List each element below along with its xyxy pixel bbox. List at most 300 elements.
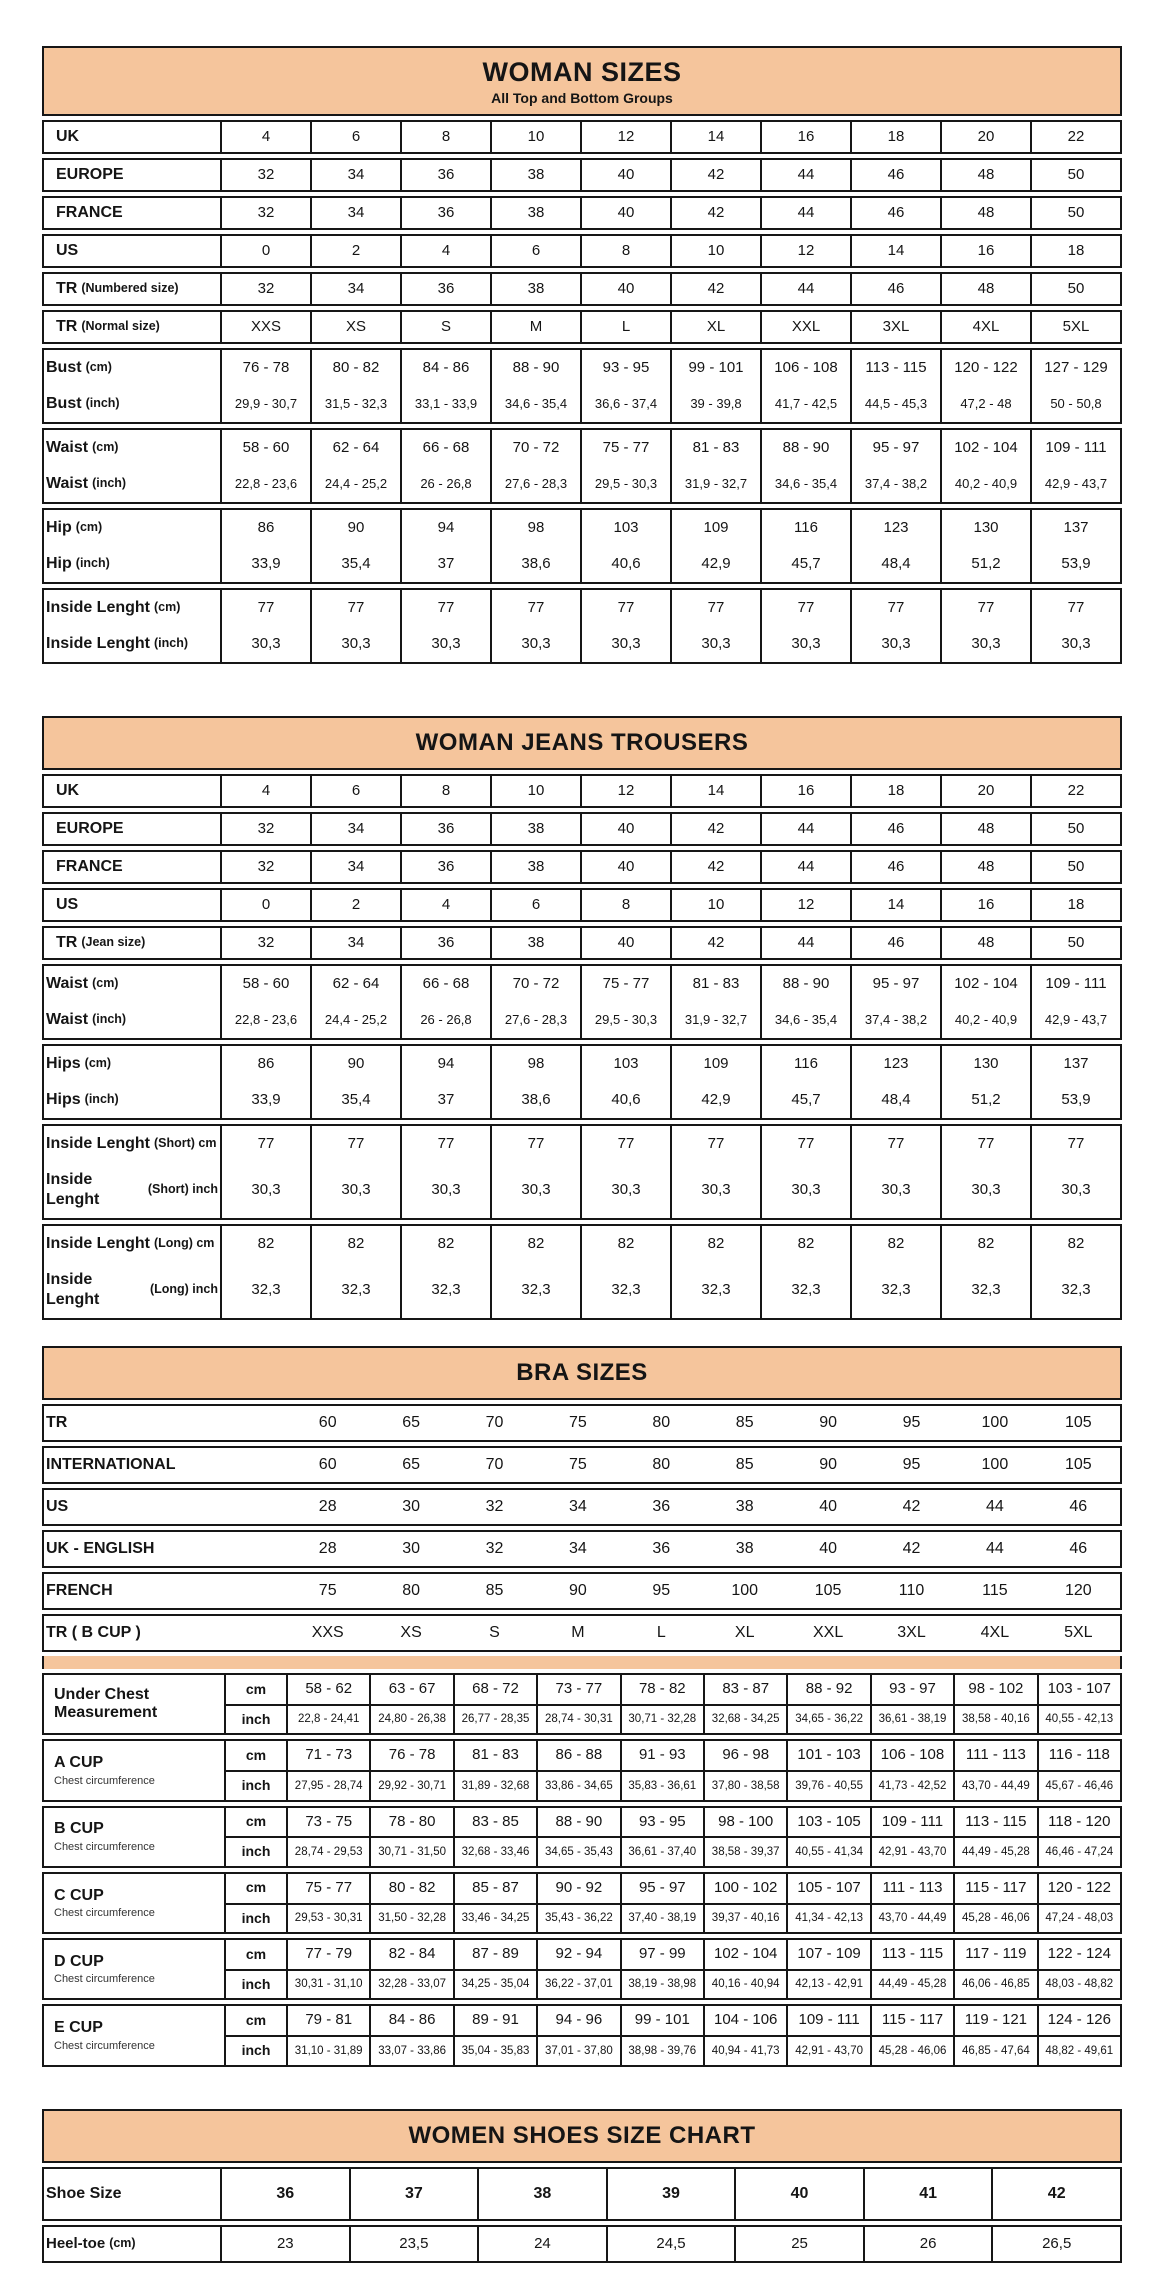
row-group <box>42 348 1122 424</box>
value-cell: 65 <box>402 1456 420 1473</box>
value-cell: 37,80 - 38,58 <box>703 1770 786 1800</box>
value-cell: 100 - 102 <box>703 1874 786 1903</box>
value-cell: 45,28 - 46,06 <box>870 2035 953 2065</box>
cup-label <box>44 1741 224 1799</box>
value-cell: 42 <box>991 2169 1120 2219</box>
value-cell: 76 - 78 <box>369 1741 452 1770</box>
value-cell: 113 - 115 <box>953 1808 1036 1837</box>
value-cell: 77 <box>490 590 580 626</box>
value-cell: 95 <box>902 1414 921 1431</box>
value-cell: 22 <box>1030 776 1120 806</box>
value-cell: 8 <box>580 890 670 920</box>
value-cell: 77 <box>400 590 490 626</box>
value-cell: 77 <box>850 1126 940 1162</box>
row-label <box>44 1574 286 1608</box>
value-cell: 34,6 - 35,4 <box>490 386 580 422</box>
value-cell: 14 <box>850 890 940 920</box>
value-cell: 18 <box>1030 890 1120 920</box>
value-cell: 35,43 - 36,22 <box>536 1903 619 1933</box>
value-cell: 46,06 - 46,85 <box>953 1969 1036 1999</box>
value-cell: 31,9 - 32,7 <box>670 466 760 502</box>
row-group <box>42 1614 1122 1652</box>
row-label <box>44 1532 286 1566</box>
value-cell: 130 <box>940 510 1030 546</box>
table-title: WOMAN SIZES <box>482 57 682 87</box>
value-cell: 6 <box>490 236 580 266</box>
value-cell: 35,04 - 35,83 <box>453 2035 536 2065</box>
value-cell: 73 - 75 <box>286 1808 369 1837</box>
value-cell: 2 <box>310 236 400 266</box>
row-label <box>44 430 220 466</box>
value-cell: 44 <box>760 160 850 190</box>
value-cell: 27,6 - 28,3 <box>490 1002 580 1038</box>
value-cell: 30,3 <box>940 626 1030 662</box>
value-cell: 82 <box>490 1226 580 1262</box>
value-cell: 60 <box>318 1414 337 1431</box>
value-cell: 34 <box>310 274 400 304</box>
row-label-text: TR <box>56 280 78 297</box>
value-cell: 46 <box>850 928 940 958</box>
row-label-note: (Normal size) <box>81 319 160 334</box>
value-cell: 40,16 - 40,94 <box>703 1969 786 1999</box>
value-cell: 122 - 124 <box>1037 1940 1120 1969</box>
value-cell: 60 <box>318 1456 337 1473</box>
value-cell: 33,46 - 34,25 <box>453 1903 536 1933</box>
value-cell: 58 - 60 <box>220 430 310 466</box>
row-label <box>44 966 220 1002</box>
row-label <box>44 466 220 502</box>
row-label-note: (inch) <box>75 556 110 571</box>
value-cell: 40 <box>580 274 670 304</box>
value-cell: 30,71 - 31,50 <box>369 1836 452 1866</box>
table-row <box>44 776 1120 806</box>
value-cell: 44 <box>985 1540 1004 1557</box>
row-group <box>42 2225 1122 2264</box>
value-cell: 42 <box>902 1498 921 1515</box>
value-cell: 78 - 80 <box>369 1808 452 1837</box>
unit-cell: inch <box>224 1836 286 1866</box>
value-cell: 41 <box>863 2169 992 2219</box>
row-label-note: (inch) <box>92 476 127 491</box>
row-label-note: (cm) <box>75 520 103 535</box>
value-cell: 110 <box>898 1582 925 1599</box>
table-row <box>44 386 1120 422</box>
table-row <box>44 2227 1120 2262</box>
bra-table <box>42 1346 1122 2067</box>
value-cell: 120 - 122 <box>1037 1874 1120 1903</box>
row-group <box>42 1572 1122 1610</box>
value-cell: 40 <box>580 198 670 228</box>
value-cell: 31,10 - 31,89 <box>286 2035 369 2065</box>
table-row <box>44 966 1120 1002</box>
value-cell: 50 <box>1030 198 1120 228</box>
row-label <box>44 1162 220 1218</box>
value-cell: 94 <box>400 510 490 546</box>
value-cell: 90 <box>819 1414 837 1431</box>
value-cell: 4 <box>220 122 310 152</box>
value-cell: 48 <box>940 198 1030 228</box>
value-cell: 42,91 - 43,70 <box>786 2035 869 2065</box>
value-cell: 28,74 - 29,53 <box>286 1836 369 1866</box>
value-cell: 6 <box>490 890 580 920</box>
value-cell: 103 - 107 <box>1037 1675 1120 1704</box>
value-cell: 77 <box>850 590 940 626</box>
value-cell: 77 <box>1030 1126 1120 1162</box>
unit-cell: inch <box>224 1903 286 1933</box>
value-cell: 62 - 64 <box>310 430 400 466</box>
value-cell: 77 <box>940 1126 1030 1162</box>
value-cell: 30,3 <box>310 626 400 662</box>
value-cell: 120 - 122 <box>940 350 1030 386</box>
jeans-body <box>42 774 1122 1320</box>
value-cell: 32 <box>220 928 310 958</box>
value-cell: 22,8 - 24,41 <box>286 1704 369 1734</box>
row-group <box>42 1224 1122 1320</box>
row-label-text: Shoe Size <box>46 2184 122 2202</box>
value-cell: 77 <box>760 1126 850 1162</box>
value-cell: 100 <box>981 1414 1009 1431</box>
value-cell: 26,5 <box>991 2227 1120 2262</box>
value-cell: 75 <box>568 1414 587 1431</box>
value-cell: 44 <box>760 814 850 844</box>
value-cell: 46 <box>1069 1540 1088 1557</box>
value-cell: S <box>400 312 490 342</box>
value-cell: 58 - 60 <box>220 966 310 1002</box>
section-spacer <box>42 664 1122 716</box>
value-cell: 46,46 - 47,24 <box>1037 1836 1120 1866</box>
cup-label <box>44 1808 224 1866</box>
unit-cell: cm <box>224 1808 286 1837</box>
value-cell: 30,3 <box>490 1162 580 1218</box>
value-cell: 0 <box>220 236 310 266</box>
value-cell: 24 <box>477 2227 606 2262</box>
value-cell: 29,9 - 30,7 <box>220 386 310 422</box>
value-cell: 93 - 95 <box>620 1808 703 1837</box>
value-cell: 80 <box>652 1414 671 1431</box>
value-cell: 30,3 <box>580 626 670 662</box>
value-cell: 94 <box>400 1046 490 1082</box>
value-cell: 37,40 - 38,19 <box>620 1903 703 1933</box>
unit-cell: cm <box>224 1675 286 1704</box>
value-cell: 38 <box>490 274 580 304</box>
value-cell: 70 - 72 <box>490 966 580 1002</box>
value-cell: 97 - 99 <box>620 1940 703 1969</box>
value-cell: XXL <box>812 1624 844 1641</box>
value-cell: 88 - 90 <box>760 430 850 466</box>
row-label-text: US <box>56 242 79 259</box>
row-group <box>42 428 1122 504</box>
value-cell: 40,94 - 41,73 <box>703 2035 786 2065</box>
value-cell: 40 <box>580 928 670 958</box>
value-cell: 29,53 - 30,31 <box>286 1903 369 1933</box>
table-row <box>44 1532 1120 1566</box>
value-cell: 40 <box>580 160 670 190</box>
value-cell: 42 <box>670 852 760 882</box>
value-cell: 16 <box>760 776 850 806</box>
cup-label-text: D CUP <box>54 1952 104 1970</box>
cup-group <box>42 1872 1122 1934</box>
value-cell: 38 <box>477 2169 606 2219</box>
value-cell: 22,8 - 23,6 <box>220 466 310 502</box>
value-cell: 76 - 78 <box>220 350 310 386</box>
table-row <box>44 1574 1120 1608</box>
value-cell: 30,3 <box>220 626 310 662</box>
row-group <box>42 850 1122 884</box>
value-cell: 40,6 <box>580 546 670 582</box>
value-cell: 26 <box>863 2227 992 2262</box>
value-cell: 113 - 115 <box>870 1940 953 1969</box>
unit-cell: cm <box>224 2006 286 2035</box>
row-group <box>42 310 1122 344</box>
value-cell: 35,4 <box>310 1082 400 1118</box>
value-cell: 8 <box>400 122 490 152</box>
row-group <box>42 1446 1122 1484</box>
value-cell: 41,73 - 42,52 <box>870 1770 953 1800</box>
value-cell: 63 - 67 <box>369 1675 452 1704</box>
value-cell: 36,22 - 37,01 <box>536 1969 619 1999</box>
value-cell: 40 <box>819 1498 837 1515</box>
row-label-text: US <box>46 1498 69 1515</box>
value-cell: 105 <box>814 1582 842 1599</box>
row-group <box>42 926 1122 960</box>
value-cell: 45,28 - 46,06 <box>953 1903 1036 1933</box>
value-cell: 90 - 92 <box>536 1874 619 1903</box>
row-label-text: TR ( B CUP ) <box>46 1624 141 1641</box>
value-cell: 90 <box>568 1582 587 1599</box>
value-cell: 36 <box>400 274 490 304</box>
value-cell: 48 <box>940 274 1030 304</box>
row-group <box>42 158 1122 192</box>
table-title: WOMEN SHOES SIZE CHART <box>408 2121 756 2149</box>
value-cell: 31,89 - 32,68 <box>453 1770 536 1800</box>
row-label-note: (cm) <box>85 360 112 375</box>
row-label-text: Hip <box>46 519 72 536</box>
value-cell: 48 <box>940 814 1030 844</box>
value-cell: 88 - 90 <box>536 1808 619 1837</box>
row-label-note: (inch) <box>84 1092 119 1107</box>
value-cell: 38,6 <box>490 546 580 582</box>
value-cell: 38 <box>490 160 580 190</box>
value-cell: 5XL <box>1064 1624 1093 1641</box>
value-cell: 77 <box>580 590 670 626</box>
value-cell: 50 <box>1030 160 1120 190</box>
value-cell: 38 <box>490 928 580 958</box>
value-cell: 30,3 <box>760 626 850 662</box>
woman-sizes-table <box>42 46 1122 664</box>
value-cell: 80 <box>402 1582 420 1599</box>
value-cell: 26,77 - 28,35 <box>453 1704 536 1734</box>
value-cell: 36 <box>400 928 490 958</box>
value-cell: 3XL <box>897 1624 926 1641</box>
value-cell: 44 <box>760 274 850 304</box>
value-cell: 39 - 39,8 <box>670 386 760 422</box>
value-cell: 51,2 <box>940 546 1030 582</box>
table-row <box>44 2169 1120 2219</box>
value-cell: 86 - 88 <box>536 1741 619 1770</box>
value-cell: 34,6 - 35,4 <box>760 466 850 502</box>
value-cell: 42,9 <box>670 1082 760 1118</box>
row-group <box>42 1044 1122 1120</box>
value-cell: 30 <box>402 1498 420 1515</box>
row-label-text: FRANCE <box>56 204 123 221</box>
value-cell: 33,9 <box>220 1082 310 1118</box>
value-cell: 38 <box>490 814 580 844</box>
value-cell: 8 <box>400 776 490 806</box>
value-cell: 30,3 <box>580 1162 670 1218</box>
value-cell: 70 - 72 <box>490 430 580 466</box>
value-cell: 102 - 104 <box>940 430 1030 466</box>
value-cell: L <box>656 1624 666 1641</box>
value-cell: 115 - 117 <box>870 2006 953 2035</box>
row-label <box>44 1406 286 1440</box>
value-cell: 38,6 <box>490 1082 580 1118</box>
value-cell: 42,13 - 42,91 <box>786 1969 869 1999</box>
value-cell: 14 <box>850 236 940 266</box>
table-row <box>44 1226 1120 1262</box>
cup-label <box>44 2006 224 2064</box>
table-row <box>44 466 1120 502</box>
unit-cell: inch <box>224 1969 286 1999</box>
value-cell: 111 - 113 <box>953 1741 1036 1770</box>
value-cell: 53,9 <box>1030 546 1120 582</box>
row-label-text: Heel-toe <box>46 2234 106 2252</box>
row-label <box>44 1226 220 1262</box>
value-cell: 32,3 <box>670 1262 760 1318</box>
row-label-note: (Short) inch <box>147 1182 218 1197</box>
value-cell: 90 <box>310 1046 400 1082</box>
row-label-text: Inside Lenght <box>46 1271 100 1308</box>
value-cell: 116 <box>760 510 850 546</box>
value-cell: 32,28 - 33,07 <box>369 1969 452 1999</box>
value-cell: 44,49 - 45,28 <box>870 1969 953 1999</box>
row-group <box>42 964 1122 1040</box>
value-cell: 30,3 <box>850 626 940 662</box>
row-label-text: Inside Lenght <box>46 1235 150 1252</box>
row-group <box>42 2167 1122 2221</box>
unit-cell: inch <box>224 1770 286 1800</box>
value-cell: 77 <box>400 1126 490 1162</box>
row-label-note: (cm) <box>154 600 181 615</box>
value-cell: 98 <box>490 1046 580 1082</box>
row-label-text: Inside Lenght <box>46 1171 100 1208</box>
row-group <box>42 234 1122 268</box>
value-cell: 48,4 <box>850 1082 940 1118</box>
value-cell: 113 - 115 <box>850 350 940 386</box>
row-label-text: UK - ENGLISH <box>46 1540 155 1557</box>
value-cell: 34 <box>310 928 400 958</box>
value-cell: 30,3 <box>310 1162 400 1218</box>
cup-label <box>44 1675 224 1733</box>
table-row <box>44 312 1120 342</box>
value-cell: 50 <box>1030 928 1120 958</box>
row-label <box>44 1490 286 1524</box>
value-cell: 105 - 107 <box>786 1874 869 1903</box>
cup-sublabel-text: Chest circumference <box>54 1907 155 1920</box>
row-label <box>44 350 220 386</box>
row-label <box>44 1262 220 1318</box>
row-label <box>44 852 220 882</box>
row-label-text: UK <box>56 128 80 145</box>
value-cell: 30,3 <box>670 1162 760 1218</box>
value-cell: 40,6 <box>580 1082 670 1118</box>
value-cell: 95 <box>902 1456 921 1473</box>
table-row <box>44 814 1120 844</box>
row-label-text: TR <box>46 1414 68 1431</box>
value-cell: 98 - 100 <box>703 1808 786 1837</box>
value-cell: 33,9 <box>220 546 310 582</box>
row-label <box>44 510 220 546</box>
table-row <box>44 890 1120 920</box>
cup-sublabel-text: Chest circumference <box>54 1840 155 1853</box>
value-cell: 38 <box>735 1540 754 1557</box>
value-cell: 91 - 93 <box>620 1741 703 1770</box>
row-label-note: (inch) <box>92 1012 127 1027</box>
value-cell: 27,95 - 28,74 <box>286 1770 369 1800</box>
value-cell: 58 - 62 <box>286 1675 369 1704</box>
cup-label-text: A CUP <box>54 1754 104 1772</box>
row-label <box>44 1082 220 1118</box>
row-label-text: Hip <box>46 555 72 572</box>
value-cell: 18 <box>850 122 940 152</box>
value-cell: 32 <box>485 1540 504 1557</box>
row-label <box>44 1126 220 1162</box>
value-cell: 30,3 <box>1030 626 1120 662</box>
value-cell: 109 - 111 <box>1030 966 1120 1002</box>
value-cell: 30 <box>402 1540 420 1557</box>
value-cell: 95 - 97 <box>850 966 940 1002</box>
value-cell: 40 <box>580 814 670 844</box>
value-cell: 80 - 82 <box>369 1874 452 1903</box>
value-cell: 42,9 <box>670 546 760 582</box>
value-cell: 32,68 - 33,46 <box>453 1836 536 1866</box>
row-label <box>44 1448 286 1482</box>
value-cell: 34 <box>310 814 400 844</box>
value-cell: 12 <box>760 890 850 920</box>
value-cell: 75 - 77 <box>580 966 670 1002</box>
row-label-note: (cm) <box>92 976 119 991</box>
value-cell: 37 <box>400 1082 490 1118</box>
row-label <box>44 890 220 920</box>
value-cell: 12 <box>580 776 670 806</box>
value-cell: 75 - 77 <box>286 1874 369 1903</box>
value-cell: 18 <box>850 776 940 806</box>
row-label <box>44 590 220 626</box>
row-label-text: TR <box>56 318 78 335</box>
value-cell: 51,2 <box>940 1082 1030 1118</box>
row-label <box>44 274 220 304</box>
value-cell: 70 <box>485 1456 504 1473</box>
value-cell: 36 <box>400 160 490 190</box>
value-cell: 32,68 - 34,25 <box>703 1704 786 1734</box>
value-cell: 41,7 - 42,5 <box>760 386 850 422</box>
value-cell: 30,71 - 32,28 <box>620 1704 703 1734</box>
value-cell: 90 <box>819 1456 837 1473</box>
value-cell: 32,3 <box>220 1262 310 1318</box>
value-cell: 42 <box>670 160 760 190</box>
value-cell: 36 <box>652 1540 671 1557</box>
value-cell: 32,3 <box>850 1262 940 1318</box>
value-cell: 12 <box>580 122 670 152</box>
value-cell: 35,4 <box>310 546 400 582</box>
value-cell: 26 - 26,8 <box>400 466 490 502</box>
row-label <box>44 198 220 228</box>
row-group <box>42 588 1122 664</box>
row-label-text: Inside Lenght <box>46 1135 150 1152</box>
value-cell: 30,3 <box>400 626 490 662</box>
jeans-header <box>42 716 1122 770</box>
value-cell: 109 - 111 <box>870 1808 953 1837</box>
value-cell: 30,31 - 31,10 <box>286 1969 369 1999</box>
